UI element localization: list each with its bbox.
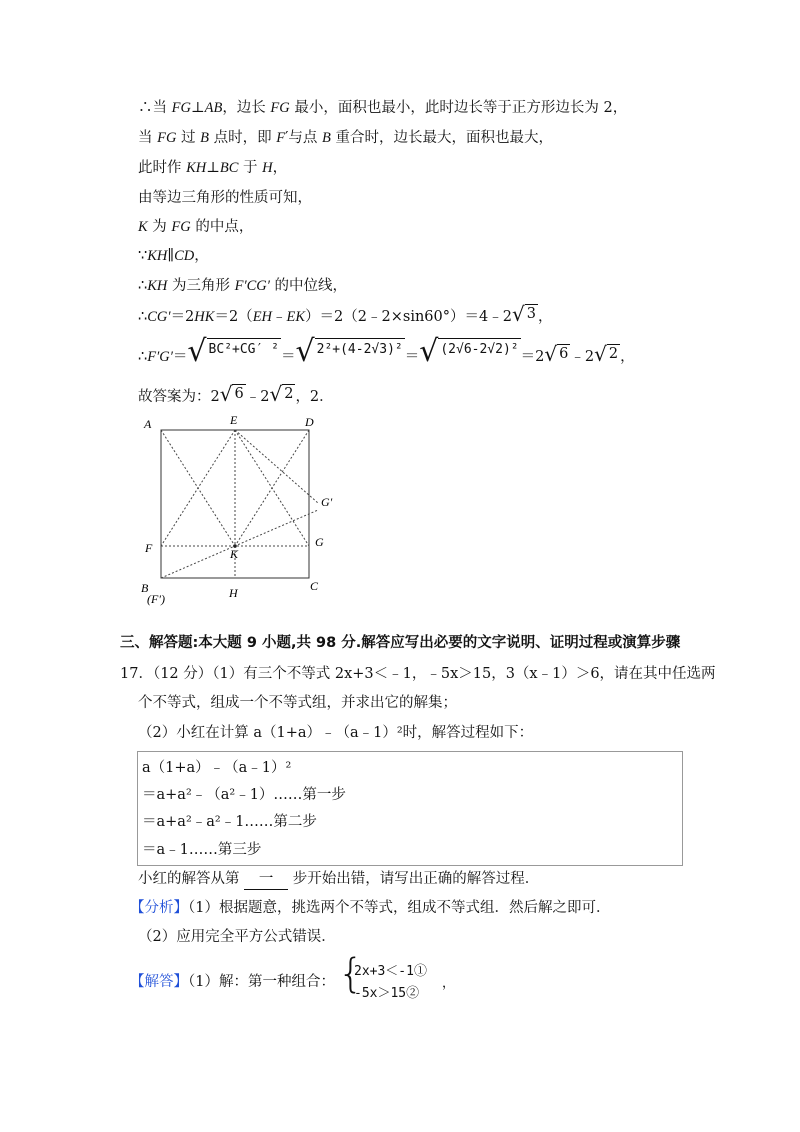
box-row-3: ＝a+a²﹣a²﹣1……第二步: [142, 814, 317, 830]
text-line-8: ∴CG′＝2HK＝2（EH﹣EK）＝2（2﹣2×sin60°）＝4﹣2 √ 3 ，: [138, 302, 553, 326]
box-row-2: ＝a+a²﹣（a²﹣1）……第一步: [142, 787, 346, 803]
label-k: K: [230, 547, 239, 561]
sqrt-6: √ 6: [219, 382, 244, 406]
text-line-7: ∴KH 为三角形 F′CG′ 的中位线，: [138, 278, 348, 294]
q17-line-1: 17．（12 分）（1）有三个不等式 2x+3＜﹣1，﹣5x＞15，3（x﹣1）＞6，请在其中任选两: [120, 666, 716, 682]
box-row-4: ＝a﹣1……第三步: [142, 842, 262, 858]
label-e: E: [230, 413, 238, 427]
q17-line-2: 个不等式，组成一个不等式组，并求出它的解集；: [138, 695, 457, 711]
label-g: G: [315, 535, 324, 549]
label-h: H: [229, 586, 238, 600]
label-a: A: [144, 417, 152, 431]
label-f: F: [145, 541, 153, 555]
sqrt-expression-3: √ (2√6-2√2)²: [419, 334, 519, 369]
analysis-tag: 【分析】: [130, 900, 188, 916]
solution-process-box: [137, 751, 683, 866]
q17-blank-line: 小红的解答从第 一 步开始出错，请写出正确的解答过程．: [138, 869, 539, 890]
sqrt-6: √ 6: [544, 342, 569, 366]
system-tail: ，: [442, 976, 456, 991]
text-line-4: 由等边三角形的性质可知，: [138, 190, 312, 206]
section-heading: 三、解答题:本大题 9 小题,共 98 分.解答应写出必要的文字说明、证明过程或演算步骤: [120, 635, 681, 651]
text-line-1: ∴当 FG⊥AB，边长 FG 最小，面积也最小，此时边长等于正方形边长为 2，: [138, 100, 628, 116]
text-line-10: 故答案为：2 √ 6 ﹣2 √ 2 ，2．: [138, 382, 334, 406]
label-f-prime: (F′): [147, 592, 165, 606]
inequality-1: 2x+3＜-1①: [354, 964, 427, 979]
answer-tag: 【解答】: [130, 974, 188, 990]
label-g-prime: G′: [321, 495, 333, 509]
text-line-3: 此时作 KH⊥BC 于 H，: [138, 160, 288, 176]
sqrt-2: √ 2: [594, 342, 619, 366]
text-line-9: ∴F′G′＝ √ BC²+CG′ ² ＝ √ 2²+(4-2√3)² ＝ √ (2√6-2√2)² ＝2 √ 6 ﹣2 √ 2 ，: [138, 334, 635, 369]
inequality-2: -5x＞15②: [354, 986, 420, 1001]
analysis-line-1: 【分析】（1）根据题意，挑选两个不等式，组成不等式组．然后解之即可．: [130, 900, 611, 916]
answer-line: 【解答】（1）解：第一种组合：: [130, 974, 335, 990]
text-line-2: 当 FG 过 B 点时，即 F′与点 B 重合时，边长最大，面积也最大，: [138, 130, 553, 146]
line-e-g-prime: [235, 430, 318, 503]
text-line-5: K 为 FG 的中点，: [138, 219, 254, 235]
sqrt-expression-2: √ 2²+(4-2√3)²: [295, 334, 403, 369]
label-d: D: [305, 415, 314, 429]
box-row-1: a（1+a）﹣（a﹣1）²: [142, 760, 292, 776]
q17-line-3: （2）小红在计算 a（1+a）﹣（a﹣1）²时，解答过程如下：: [138, 725, 534, 741]
label-c: C: [310, 579, 319, 593]
text-line-6: ∵KH∥CD，: [138, 248, 209, 264]
sqrt-3: √ 3: [511, 302, 536, 326]
line-b-g-prime: [161, 510, 318, 578]
sqrt-2: √ 2: [269, 382, 294, 406]
label-b: B: [141, 581, 149, 595]
sqrt-expression-1: √ BC²+CG′ ²: [187, 334, 279, 369]
analysis-line-2: （2）应用完全平方公式错误．: [138, 929, 336, 945]
left-brace: {: [338, 951, 364, 997]
answer-blank: 一: [244, 869, 288, 890]
